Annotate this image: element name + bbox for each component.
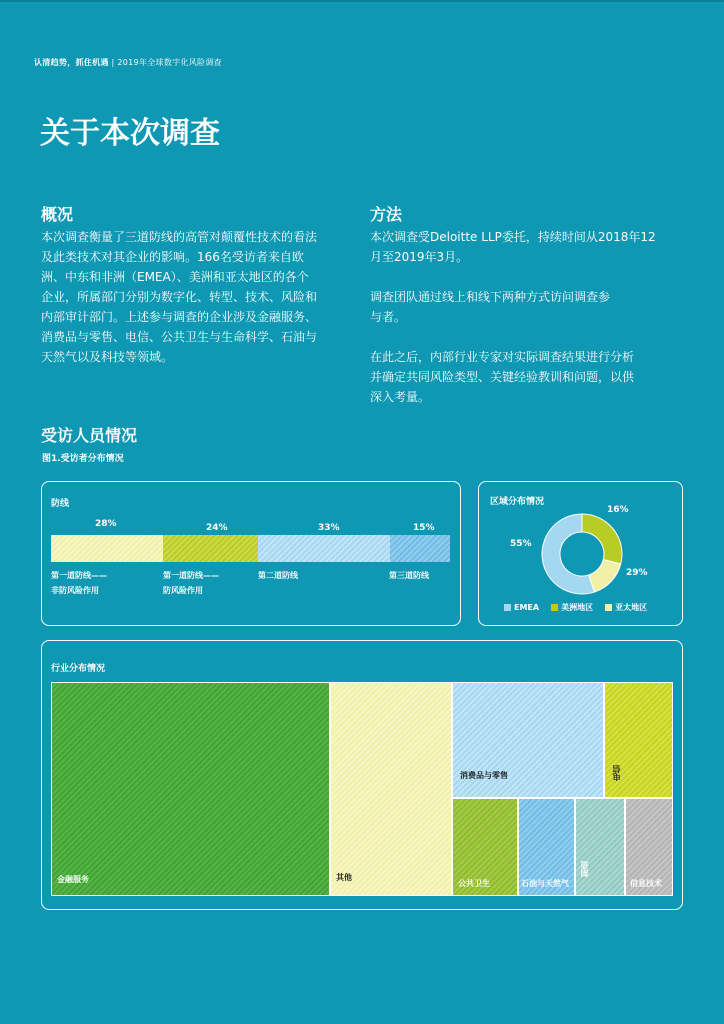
method-heading: 方法: [370, 205, 403, 224]
defense-bar-segment: [51, 535, 163, 562]
tile-label-oil: 石油与天然气: [521, 879, 569, 888]
tile-label-it: 信息技术: [630, 879, 662, 888]
method-line: 与者。: [370, 310, 407, 324]
legend-swatch: [605, 604, 612, 611]
legend-swatch: [551, 604, 558, 611]
header-tagline: 认清趋势，抓住机遇: [34, 58, 109, 67]
overview-heading: 概况: [41, 205, 74, 224]
header-report-name: 2019年全球数字化风险调查: [117, 58, 222, 67]
method-line: 在此之后，内部行业专家对实际调查结果进行分析: [370, 350, 635, 364]
donut-slice-亚太地区: [589, 559, 621, 592]
region-pct-emea: 55%: [510, 539, 532, 549]
defense-label-1: 第一道防线—— 非防风险作用: [51, 571, 107, 595]
method-line: 本次调查受Deloitte LLP委托，持续时间从2018年12: [370, 230, 656, 244]
region-panel: [478, 481, 683, 626]
defense-pct-2: 24%: [206, 523, 228, 533]
defense-bar-segment: [258, 535, 390, 562]
tile-label-manufacturing: 制造: [580, 861, 589, 877]
header-separator: |: [111, 58, 115, 67]
defense-label-3: 第二道防线: [258, 571, 298, 580]
method-line: 深入考量。: [370, 390, 431, 404]
industry-title: 行业分布情况: [51, 664, 106, 674]
defense-bar-segment: [163, 535, 259, 562]
top-rule: [0, 0, 724, 2]
defense-stacked-bar: [51, 535, 450, 562]
tile-label-consumer: 消费品与零售: [460, 771, 508, 780]
region-pct-americas: 29%: [626, 568, 648, 578]
legend-swatch: [504, 604, 511, 611]
overview-line: 消费品与零售、电信、公共卫生与生命科学、石油与: [41, 330, 318, 344]
treemap-tile-oil: [518, 798, 575, 896]
treemap-tile-other: [330, 682, 452, 896]
tile-label-health: 公共卫生: [458, 879, 490, 888]
industry-panel: [41, 640, 683, 910]
defense-pct-3: 33%: [318, 523, 340, 533]
defense-bar-segment: [390, 535, 450, 562]
method-line: 并确定共同风险类型、关键经验教训和问题，以供: [370, 370, 635, 384]
region-legend: [504, 602, 647, 613]
treemap-tile-finance: [51, 682, 330, 896]
defense-label-2: 第一道防线—— 防风险作用: [163, 571, 219, 595]
tile-label-finance: 金融服务: [57, 875, 89, 884]
defense-label-4: 第三道防线: [389, 571, 429, 580]
method-line: 月至2019年3月。: [370, 250, 469, 264]
region-pct-apac: 16%: [607, 505, 629, 515]
overview-line: 内部审计部门。上述参与调查的企业涉及金融服务、: [41, 310, 318, 324]
legend-item-apac: 亚太地区: [605, 602, 647, 613]
figure-caption: 图1.受访者分布情况: [42, 454, 124, 464]
method-body: [370, 227, 690, 407]
page-title: 关于本次调查: [40, 116, 220, 151]
respondents-heading: 受访人员情况: [41, 426, 138, 445]
donut-slice-美洲地区: [582, 514, 622, 564]
running-header: [34, 57, 222, 68]
treemap-tile-health: [452, 798, 518, 896]
legend-item-americas: 美洲地区: [551, 602, 593, 613]
treemap-tile-it: [625, 798, 673, 896]
region-donut-chart: [537, 509, 627, 599]
legend-item-emea: EMEA: [504, 602, 539, 613]
overview-body: [41, 227, 361, 367]
tile-label-other: 其他: [336, 873, 352, 882]
overview-line: 及此类技术对其企业的影响。166名受访者来自欧: [41, 250, 304, 264]
defense-pct-1: 28%: [95, 519, 117, 529]
tile-label-telecom: 电信: [612, 765, 621, 781]
treemap-tile-consumer: [452, 682, 604, 798]
defense-line-title: 防线: [51, 499, 70, 509]
defense-pct-4: 15%: [413, 523, 435, 533]
overview-line: 本次调查衡量了三道防线的高管对颠覆性技术的看法: [41, 230, 318, 244]
overview-line: 洲、中东和非洲（EMEA）、美洲和亚太地区的各个: [41, 270, 309, 284]
method-line: 调查团队通过线上和线下两种方式访问调查参: [370, 290, 611, 304]
overview-line: 企业，所属部门分别为数字化、转型、技术、风险和: [41, 290, 318, 304]
region-title: 区域分布情况: [490, 497, 545, 507]
defense-line-panel: [41, 481, 461, 626]
treemap-tile-telecom: [604, 682, 673, 798]
overview-line: 天然气以及科技等领域。: [41, 350, 174, 364]
treemap-tile-manufacturing: [575, 798, 625, 896]
